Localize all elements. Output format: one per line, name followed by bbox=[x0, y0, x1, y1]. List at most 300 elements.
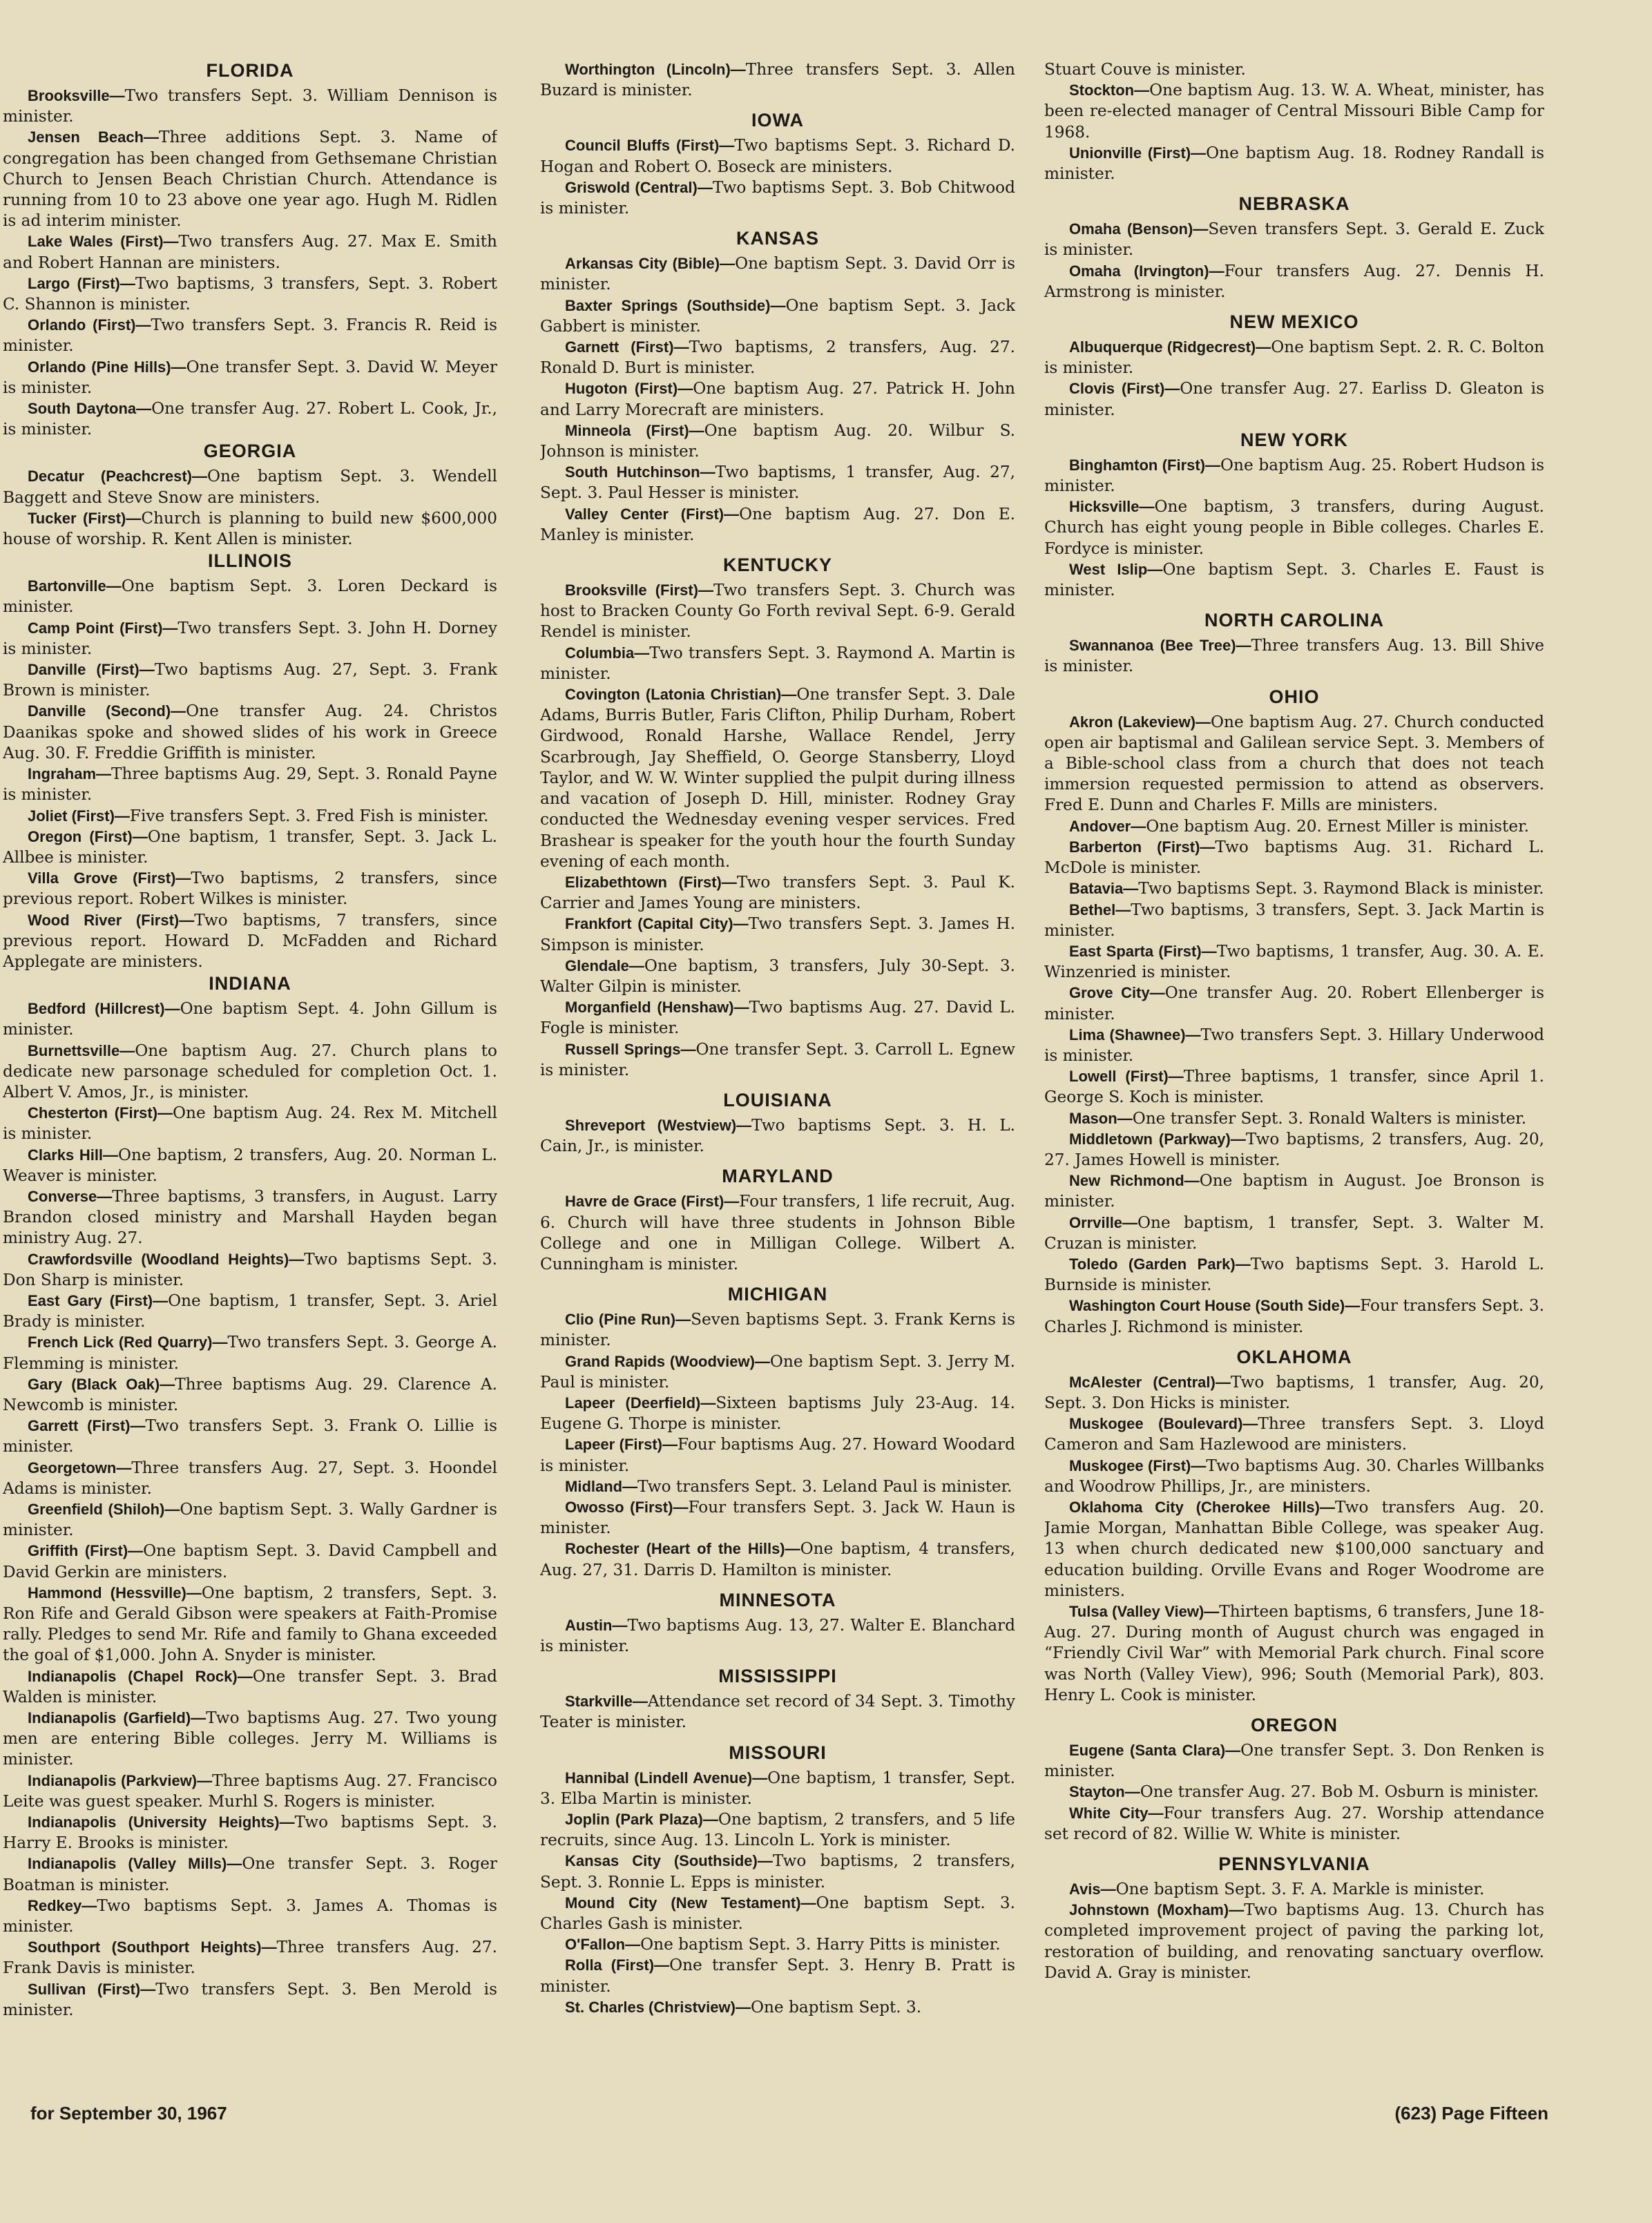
em-dash: — bbox=[678, 380, 693, 398]
church-name: Washington Court House (South Side) bbox=[1069, 1297, 1345, 1315]
em-dash: — bbox=[81, 1896, 97, 1914]
report-text: One baptism Sept. 3. David Campbell and David Gerkin are ministers. bbox=[3, 1541, 497, 1581]
church-report bbox=[1044, 1171, 1544, 1212]
report-text: One baptism Sept. 3. Harry Pitts is minister. bbox=[640, 1935, 1001, 1954]
church-report bbox=[1044, 337, 1544, 378]
church-report bbox=[3, 1249, 497, 1291]
em-dash: — bbox=[128, 1542, 144, 1560]
em-dash: — bbox=[175, 869, 191, 887]
em-dash: — bbox=[752, 1769, 768, 1787]
continued-text: Stuart Couve is minister. bbox=[1044, 60, 1246, 79]
church-name: Lima (Shawnee) bbox=[1069, 1026, 1186, 1043]
report-text: Four transfers Sept. 3. Jack W. Haun is minister. bbox=[540, 1497, 1015, 1538]
report-text: One baptism Aug. 18. Rodney Randall is minister. bbox=[1044, 143, 1544, 184]
em-dash: — bbox=[785, 1540, 800, 1558]
report-text: Four transfers Aug. 27. Worship attendance set record of 82. Willie W. White is minister. bbox=[1044, 1803, 1544, 1843]
church-name: Johnstown (Moxham) bbox=[1069, 1901, 1229, 1919]
church-name: Baxter Springs (Southside) bbox=[565, 296, 771, 314]
church-report bbox=[3, 1145, 497, 1186]
report-text: Two transfers Sept. 3. Frank O. Lillie is minister. bbox=[3, 1416, 497, 1456]
church-report bbox=[3, 660, 497, 701]
church-name: Georgetown bbox=[28, 1459, 117, 1476]
report-text: One transfer Aug. 20. Robert Ellenberger is minister. bbox=[1044, 983, 1544, 1023]
report-text: Two baptisms, 2 transfers, since previous report. Robert Wilkes is minister. bbox=[3, 869, 497, 909]
state-heading: MISSOURI bbox=[729, 1742, 827, 1763]
church-report bbox=[1044, 1740, 1544, 1782]
em-dash: — bbox=[1201, 942, 1217, 960]
church-name: Hicksville bbox=[1069, 498, 1140, 516]
report-text: Two baptisms Aug. 27. David L. Fogle is minister. bbox=[540, 998, 1015, 1038]
state-heading: IOWA bbox=[751, 110, 804, 131]
report-text: One baptism, 1 transfer, Sept. 3. Jack L. Allbee is minister. bbox=[3, 827, 497, 867]
church-name: East Sparta (First) bbox=[1069, 942, 1202, 960]
report-text: One baptism Aug. 27. Patrick H. John and Larry Morecraft are ministers. bbox=[540, 379, 1015, 419]
church-report bbox=[3, 1937, 497, 1979]
church-report bbox=[3, 1332, 497, 1374]
em-dash: — bbox=[698, 581, 714, 599]
em-dash: — bbox=[160, 1375, 175, 1393]
em-dash: — bbox=[164, 1501, 180, 1518]
church-report bbox=[3, 1541, 497, 1582]
em-dash: — bbox=[106, 577, 122, 595]
em-dash: — bbox=[1124, 1783, 1140, 1801]
report-text: Two transfers Sept. 3. Raymond A. Martin is minister. bbox=[540, 643, 1015, 683]
em-dash: — bbox=[622, 1477, 638, 1495]
em-dash: — bbox=[1193, 220, 1209, 238]
church-name: Valley Center (First) bbox=[565, 505, 724, 523]
report-text: One baptism, 1 transfer, Sept. 3. Ariel Brady is minister. bbox=[3, 1291, 497, 1331]
report-text: Two baptisms Aug. 27, Sept. 3. Frank Brown is minister. bbox=[3, 660, 497, 700]
report-text: One baptism, 3 transfers, during August. Church has eight young people in Bible colleges. Charles E. Fordyce is minister. bbox=[1044, 497, 1544, 558]
church-name: Shreveport (Westview) bbox=[565, 1116, 737, 1134]
em-dash: — bbox=[186, 1584, 202, 1601]
em-dash: — bbox=[1225, 1742, 1241, 1760]
em-dash: — bbox=[1122, 1213, 1138, 1231]
em-dash: — bbox=[1230, 1130, 1246, 1148]
report-text: Church is planning to build new $600,000 house of worship. R. Kent Allen is minister. bbox=[3, 508, 497, 549]
church-report bbox=[540, 378, 1015, 420]
church-name: Swannanoa (Bee Tree) bbox=[1069, 637, 1236, 655]
em-dash: — bbox=[730, 61, 746, 78]
church-report bbox=[3, 1374, 497, 1416]
em-dash: — bbox=[1209, 262, 1224, 280]
church-name: Tucker (First) bbox=[28, 509, 126, 527]
church-name: Danville (Second) bbox=[28, 702, 171, 720]
church-report bbox=[3, 1896, 497, 1937]
report-text: Three transfers Sept. 3. Lloyd Cameron and Sam Hazlewood are ministers. bbox=[1044, 1414, 1544, 1454]
report-text: Seven transfers Sept. 3. Gerald E. Zuck is minister. bbox=[1044, 220, 1544, 260]
church-name: Oregon (First) bbox=[28, 827, 133, 845]
church-name: Covington (Latonia Christian) bbox=[565, 686, 782, 704]
church-report bbox=[3, 1416, 497, 1457]
em-dash: — bbox=[733, 915, 749, 933]
church-report bbox=[3, 868, 497, 910]
report-text: Two baptisms, 3 transfers, Sept. 3. Robert C. Shannon is minister. bbox=[3, 273, 497, 314]
report-text: One baptism in August. Joe Bronson is minister. bbox=[1044, 1171, 1544, 1211]
report-text: Two baptisms Sept. 3. Richard D. Hogan and Robert O. Boseck are ministers. bbox=[540, 136, 1015, 176]
church-name: Bedford (Hillcrest) bbox=[28, 1000, 165, 1018]
church-name: Glendale bbox=[565, 956, 629, 974]
em-dash: — bbox=[719, 137, 735, 155]
em-dash: — bbox=[1164, 380, 1180, 398]
church-name: Brooksville bbox=[28, 87, 110, 104]
report-text: One baptism Aug. 13. W. A. Wheat, minister, has been re-elected manager of Central Missouri Bible Camp for 1968. bbox=[1044, 81, 1544, 142]
church-report bbox=[540, 1115, 1015, 1157]
em-dash: — bbox=[625, 1936, 641, 1954]
report-text: Two transfers Sept. 3. Francis R. Reid is minister. bbox=[3, 316, 497, 356]
report-text: Two baptisms, 2 transfers, Sept. 3. Ronnie L. Epps is minister. bbox=[540, 1851, 1015, 1892]
report-text: Two baptisms Aug. 30. Charles Willbanks and Woodrow Phillips, Jr., are ministers. bbox=[1044, 1456, 1544, 1496]
report-text: Two transfers Sept. 3. George A. Flemming is minister. bbox=[3, 1333, 497, 1373]
em-dash: — bbox=[700, 1394, 716, 1412]
church-name: White City bbox=[1069, 1804, 1149, 1822]
church-name: Joplin (Park Plaza) bbox=[565, 1811, 703, 1829]
church-report bbox=[1044, 1296, 1544, 1337]
church-name: Andover bbox=[1069, 817, 1131, 835]
em-dash: — bbox=[153, 1291, 169, 1309]
church-report bbox=[1044, 635, 1544, 677]
church-name: Lapeer (Deerfield) bbox=[565, 1394, 701, 1412]
church-name: New Richmond bbox=[1069, 1172, 1184, 1190]
state-heading: OKLAHOMA bbox=[1236, 1346, 1352, 1367]
church-report bbox=[540, 1476, 1015, 1497]
church-name: Indianapolis (Garfield) bbox=[28, 1709, 191, 1727]
church-name: Bethel bbox=[1069, 901, 1116, 918]
report-text: One baptism Sept. 3. bbox=[750, 1997, 922, 2017]
church-name: Middletown (Parkway) bbox=[1069, 1130, 1231, 1148]
report-text: One baptism Sept. 3. Wendell Baggett and Steve Snow are ministers. bbox=[3, 467, 497, 507]
report-text: One baptism Aug. 27. Church conducted open air baptismal and Galilean service Sept. 3. Members of a Bible-school class from a church that does not teach immersion requested permission to attend as observers. Fred E. Dunn and Charles F. Mills are ministers. bbox=[1044, 712, 1544, 815]
church-name: East Gary (First) bbox=[28, 1291, 153, 1309]
page-number: (623) Page Fifteen bbox=[1394, 2103, 1548, 2124]
church-report bbox=[540, 1809, 1015, 1851]
em-dash: — bbox=[697, 178, 713, 196]
church-report bbox=[1044, 1108, 1544, 1129]
church-name: Muskogee (Boulevard) bbox=[1069, 1415, 1243, 1433]
church-name: Danville (First) bbox=[28, 661, 140, 679]
church-report bbox=[540, 1934, 1015, 1955]
report-text: One transfer Sept. 3. Brad Walden is minister. bbox=[3, 1666, 497, 1706]
church-name: Brooksville (First) bbox=[565, 581, 699, 599]
church-name: Hugoton (First) bbox=[565, 380, 678, 398]
report-text: Three additions Sept. 3. Name of congregation has been changed from Gethsemane Christian Church to Jensen Beach Christian Church. Attendance is running from 10 to 23 above one year ago. Hugh M. Ridlen is ad interim minister. bbox=[3, 128, 497, 231]
report-text: One baptism Sept. 3. David Orr is minister. bbox=[540, 254, 1015, 294]
church-report bbox=[540, 643, 1015, 684]
report-text: Thirteen baptisms, 6 transfers, June 18-Aug. 27. During month of August church was engaged in “Friendly Civil War” with Memorial Park church. Final score was North (Valley View), 996; South (Memorial Park), 803. Henry L. Cook is minister. bbox=[1044, 1602, 1544, 1704]
church-name: Largo (First) bbox=[28, 274, 120, 292]
church-name: Akron (Lakeview) bbox=[1069, 713, 1196, 731]
church-report bbox=[540, 337, 1015, 378]
church-report bbox=[540, 1851, 1015, 1892]
em-dash: — bbox=[191, 1709, 206, 1727]
em-dash: — bbox=[1115, 901, 1131, 918]
church-name: Southport (Southport Heights) bbox=[28, 1938, 262, 1956]
church-report bbox=[3, 127, 497, 231]
church-report bbox=[1044, 559, 1544, 601]
church-report bbox=[540, 1691, 1015, 1733]
church-report bbox=[540, 872, 1015, 914]
report-text: One baptism Aug. 27. Don E. Manley is minister. bbox=[540, 504, 1015, 544]
church-report bbox=[3, 1458, 497, 1499]
church-name: Converse bbox=[28, 1187, 97, 1205]
church-name: Stockton bbox=[1069, 81, 1135, 99]
church-report bbox=[1044, 497, 1544, 559]
report-text: Three baptisms, 1 transfer, since April 1. George S. Koch is minister. bbox=[1044, 1067, 1544, 1107]
state-heading: NORTH CAROLINA bbox=[1204, 610, 1384, 631]
church-name: Mound City (New Testament) bbox=[565, 1894, 801, 1912]
church-name: Clovis (First) bbox=[1069, 380, 1165, 398]
report-text: One baptism Aug. 20. Wilbur S. Johnson is minister. bbox=[540, 421, 1015, 461]
em-dash: — bbox=[103, 1146, 119, 1164]
report-text: Two baptisms Aug. 13. Church has completed improvement project of paving the parking lot, restoration of building, and renovating sanctuary overflow. David A. Gray is minister. bbox=[1044, 1900, 1544, 1982]
report-text: Two baptisms Sept. 3. Raymond Black is minister. bbox=[1138, 879, 1544, 898]
church-name: Clio (Pine Run) bbox=[565, 1311, 676, 1329]
church-name: Indianapolis (Valley Mills) bbox=[28, 1855, 227, 1873]
church-name: McAlester (Central) bbox=[1069, 1373, 1216, 1391]
church-name: Havre de Grace (First) bbox=[565, 1193, 724, 1211]
report-text: One transfer Sept. 3. Dale Adams, Burris Butler, Faris Clifton, Philip Durham, Robert Girdwood, Ronald Harshe, Wallace Rendel, Jerry Scarbrough, Jay Sheffield, O. George Stansberry, Lloyd Taylor, and W. W. Winter supplied the pulpit during illness and vacation of Joseph D. Hill, minister. Rodney Gray conducted the Wednesday evening vesper services. Fred Brashear is speaker for the youth hour the fourth Sunday evening of each month. bbox=[540, 685, 1015, 871]
em-dash: — bbox=[720, 255, 736, 273]
church-name: Unionville (First) bbox=[1069, 144, 1191, 162]
church-name: Decatur (Peachcrest) bbox=[28, 468, 192, 485]
church-name: South Daytona bbox=[28, 400, 137, 418]
em-dash: — bbox=[136, 400, 152, 418]
church-name: Indianapolis (University Heights) bbox=[28, 1813, 280, 1831]
report-text: Sixteen baptisms July 23-Aug. 14. Eugene G. Thorpe is minister. bbox=[540, 1393, 1015, 1434]
em-dash: — bbox=[197, 1771, 213, 1789]
em-dash: — bbox=[261, 1938, 277, 1956]
church-report bbox=[540, 504, 1015, 546]
report-text: One transfer Sept. 3. Carroll L. Egnew is minister. bbox=[540, 1039, 1015, 1079]
church-report bbox=[3, 1708, 497, 1771]
report-text: One baptism, 2 transfers, Sept. 3. Ron Rife and Gerald Gibson were speakers at Faith-Promise rally. Pledges to send Mr. Rife and family to Ghana exceeded the goal of $1,000. John A. Snyder is minister. bbox=[3, 1583, 497, 1665]
report-text: Two transfers Sept. 3. Hillary Underwood is minister. bbox=[1044, 1025, 1544, 1065]
church-report bbox=[540, 580, 1015, 643]
report-text: One baptism Sept. 4. John Gillum is minister. bbox=[3, 999, 497, 1039]
report-text: Seven baptisms Sept. 3. Frank Kerns is minister. bbox=[540, 1310, 1015, 1350]
church-name: Gary (Black Oak) bbox=[28, 1375, 160, 1393]
report-text: One baptism Sept. 3. Jack Gabbert is minister. bbox=[540, 296, 1015, 336]
church-report bbox=[540, 1434, 1015, 1476]
report-text: Two baptisms Sept. 3. James A. Thomas is minister. bbox=[3, 1896, 497, 1936]
church-report bbox=[540, 421, 1015, 462]
church-report bbox=[3, 618, 497, 660]
church-name: Eugene (Santa Clara) bbox=[1069, 1742, 1226, 1760]
em-dash: — bbox=[733, 999, 749, 1017]
report-text: Three transfers Aug. 27, Sept. 3. Hoondel Adams is minister. bbox=[3, 1458, 497, 1498]
church-report bbox=[540, 1191, 1015, 1275]
church-report bbox=[3, 910, 497, 973]
church-report bbox=[540, 1893, 1015, 1934]
report-text: Two baptisms, 3 transfers, Sept. 3. Jack Martin is minister. bbox=[1044, 900, 1544, 940]
church-name: Rolla (First) bbox=[565, 1956, 655, 1974]
church-name: Avis bbox=[1069, 1880, 1101, 1898]
report-text: Two transfers Sept. 3. Leland Paul is minister. bbox=[637, 1476, 1012, 1496]
state-heading: MISSISSIPPI bbox=[718, 1666, 837, 1687]
report-text: Two transfers Sept. 3. Paul K. Carrier and James Young are ministers. bbox=[540, 872, 1015, 913]
church-name: Morganfield (Henshaw) bbox=[565, 999, 734, 1017]
em-dash: — bbox=[157, 1104, 173, 1122]
report-text: One baptism Sept. 3. Jerry M. Paul is minister. bbox=[540, 1351, 1015, 1392]
church-name: Minneola (First) bbox=[565, 421, 689, 439]
em-dash: — bbox=[237, 1667, 253, 1685]
em-dash: — bbox=[1242, 1415, 1258, 1433]
report-text: Two baptisms Sept. 3. Don Sharp is minister. bbox=[3, 1249, 497, 1289]
state-heading: LOUISIANA bbox=[723, 1089, 832, 1110]
state-heading: NEBRASKA bbox=[1238, 193, 1350, 215]
em-dash: — bbox=[673, 338, 689, 356]
church-report bbox=[1044, 1782, 1544, 1802]
report-text: One baptism Sept. 3. Wally Gardner is minister. bbox=[3, 1500, 497, 1540]
em-dash: — bbox=[800, 1894, 816, 1912]
church-report bbox=[1044, 941, 1544, 983]
church-name: Camp Point (First) bbox=[28, 619, 163, 637]
church-name: Kansas City (Southside) bbox=[565, 1852, 758, 1870]
church-report bbox=[1044, 378, 1544, 420]
report-text: Two transfers Sept. 3. Ben Merold is minister. bbox=[3, 1979, 497, 2019]
state-heading: FLORIDA bbox=[206, 60, 294, 81]
report-text: One baptism, 4 transfers, Aug. 27, 31. Darris D. Hamilton is minister. bbox=[540, 1539, 1015, 1579]
report-text: One transfer Aug. 27. Earliss D. Gleaton is minister. bbox=[1044, 379, 1544, 419]
em-dash: — bbox=[628, 956, 644, 974]
state-heading: KANSAS bbox=[736, 228, 819, 249]
church-report bbox=[540, 1615, 1015, 1657]
em-dash: — bbox=[139, 661, 155, 679]
church-report bbox=[3, 398, 497, 440]
report-text: Three baptisms, 3 transfers, in August. Larry Brandon closed ministry and Marshall Hayden began ministry Aug. 27. bbox=[3, 1186, 497, 1248]
church-name: Garnett (First) bbox=[565, 338, 674, 356]
em-dash: — bbox=[119, 1041, 135, 1059]
em-dash: — bbox=[116, 1459, 132, 1476]
church-report bbox=[1044, 1497, 1544, 1601]
em-dash: — bbox=[1184, 1172, 1200, 1190]
church-report bbox=[3, 1666, 497, 1708]
church-name: Lake Wales (First) bbox=[28, 233, 164, 251]
em-dash: — bbox=[130, 1417, 146, 1435]
em-dash: — bbox=[612, 1616, 628, 1634]
em-dash: — bbox=[1139, 498, 1155, 516]
report-text: One transfer Sept. 3. Ronald Walters is minister. bbox=[1132, 1108, 1527, 1128]
em-dash: — bbox=[700, 463, 715, 481]
report-text: Three baptisms Aug. 29. Clarence A. Newcomb is minister. bbox=[3, 1374, 497, 1414]
report-text: One transfer Sept. 3. Don Renken is minister. bbox=[1044, 1741, 1544, 1781]
state-heading: GEORGIA bbox=[203, 441, 297, 462]
church-name: Tulsa (Valley View) bbox=[1069, 1603, 1204, 1620]
church-report bbox=[3, 1854, 497, 1895]
em-dash: — bbox=[114, 807, 130, 825]
church-report bbox=[3, 1979, 497, 2021]
em-dash: — bbox=[97, 1187, 113, 1205]
em-dash: — bbox=[702, 1811, 718, 1829]
church-report bbox=[1044, 712, 1544, 816]
report-text: Two transfers Sept. 3. James H. Simpson is minister. bbox=[540, 914, 1015, 954]
church-name: Starkville bbox=[565, 1693, 633, 1711]
em-dash: — bbox=[212, 1334, 228, 1351]
church-report bbox=[1044, 1372, 1544, 1414]
church-report bbox=[540, 296, 1015, 337]
em-dash: — bbox=[675, 1311, 691, 1329]
em-dash: — bbox=[754, 1352, 770, 1370]
em-dash: — bbox=[1235, 1255, 1251, 1273]
report-text: Four transfers, 1 life recruit, Aug. 6. Church will have three students in Johnson Bible College and one in Milligan College. Wilbert A. Cunningham is minister. bbox=[540, 1192, 1015, 1273]
em-dash: — bbox=[1134, 81, 1150, 99]
church-name: Grove City bbox=[1069, 984, 1150, 1002]
report-text: Two baptisms, 2 transfers, Aug. 27. Ronald D. Burt is minister. bbox=[540, 338, 1015, 378]
church-report bbox=[1044, 1254, 1544, 1296]
church-report bbox=[3, 231, 497, 273]
em-dash: — bbox=[162, 619, 178, 637]
state-heading: NEW YORK bbox=[1240, 429, 1348, 450]
state-heading: NEW MEXICO bbox=[1229, 311, 1359, 333]
church-name: St. Charles (Christview) bbox=[565, 1998, 736, 2016]
report-text: Two transfers Sept. 3. William Dennison is minister. bbox=[3, 86, 497, 126]
em-dash: — bbox=[634, 644, 650, 662]
em-dash: — bbox=[109, 87, 125, 104]
church-report bbox=[3, 999, 497, 1040]
column-3 bbox=[1044, 59, 1544, 1983]
state-heading: MINNESOTA bbox=[719, 1589, 836, 1610]
church-report bbox=[1044, 1025, 1544, 1066]
church-name: Oklahoma City (Cherokee Hills) bbox=[1069, 1498, 1320, 1516]
church-name: Burnettsville bbox=[28, 1041, 120, 1059]
report-text: One transfer Aug. 27. Bob M. Osburn is minister. bbox=[1140, 1782, 1539, 1802]
church-name: Sullivan (First) bbox=[28, 1980, 141, 1998]
em-dash: — bbox=[96, 765, 112, 783]
church-name: Stayton bbox=[1069, 1783, 1125, 1801]
church-report bbox=[540, 59, 1015, 101]
church-name: Hannibal (Lindell Avenue) bbox=[565, 1769, 753, 1787]
church-name: Rochester (Heart of the Hills) bbox=[565, 1540, 785, 1558]
church-name: Russell Springs bbox=[565, 1040, 681, 1058]
church-name: O'Fallon bbox=[565, 1936, 626, 1954]
em-dash: — bbox=[1100, 1880, 1116, 1898]
church-name: Redkey bbox=[28, 1896, 82, 1914]
report-text: Two baptisms, 1 transfer, Aug. 20, Sept. 3. Don Hicks is minister. bbox=[1044, 1372, 1544, 1412]
church-report bbox=[1044, 837, 1544, 878]
church-name: Barberton (First) bbox=[1069, 838, 1200, 856]
em-dash: — bbox=[191, 468, 207, 485]
report-text: One baptism, 1 transfer, Sept. 3. Walter M. Cruzan is minister. bbox=[1044, 1213, 1544, 1253]
church-report bbox=[1044, 816, 1544, 837]
church-name: Arkansas City (Bible) bbox=[565, 255, 720, 273]
church-report bbox=[3, 1812, 497, 1854]
em-dash: — bbox=[736, 1116, 752, 1134]
church-report bbox=[540, 914, 1015, 955]
church-name: West Islip bbox=[1069, 560, 1148, 578]
report-text: Two baptisms, 2 transfers, Aug. 20, 27. James Howell is minister. bbox=[1044, 1129, 1544, 1169]
church-report bbox=[3, 86, 497, 127]
church-name: Council Bluffs (First) bbox=[565, 137, 720, 155]
state-heading: MICHIGAN bbox=[727, 1284, 828, 1305]
em-dash: — bbox=[1149, 984, 1165, 1002]
em-dash: — bbox=[735, 1998, 751, 2016]
em-dash: — bbox=[1131, 817, 1146, 835]
state-heading: MARYLAND bbox=[722, 1166, 834, 1187]
church-report bbox=[1044, 1900, 1544, 1983]
em-dash: — bbox=[724, 505, 740, 523]
em-dash: — bbox=[1204, 1603, 1220, 1620]
report-text: One baptism Sept. 3. Charles Gash is minister. bbox=[540, 1893, 1015, 1934]
em-dash: — bbox=[1205, 456, 1221, 474]
state-heading: ILLINOIS bbox=[208, 550, 292, 572]
report-text: Two baptisms, 7 transfers, since previous report. Howard D. McFadden and Richard Applegate are ministers. bbox=[3, 910, 497, 971]
report-text: Two transfers Aug. 20. Jamie Morgan, Manhattan Bible College, was speaker Aug. 13 when church dedicated new $100,000 sanctuary and education building. Orville Evans and Roger Woodrome are ministers. bbox=[1044, 1497, 1544, 1600]
church-report bbox=[540, 956, 1015, 997]
church-name: Indianapolis (Parkview) bbox=[28, 1771, 198, 1789]
church-report bbox=[1044, 1414, 1544, 1455]
em-dash: — bbox=[1319, 1498, 1335, 1516]
em-dash: — bbox=[163, 233, 179, 251]
